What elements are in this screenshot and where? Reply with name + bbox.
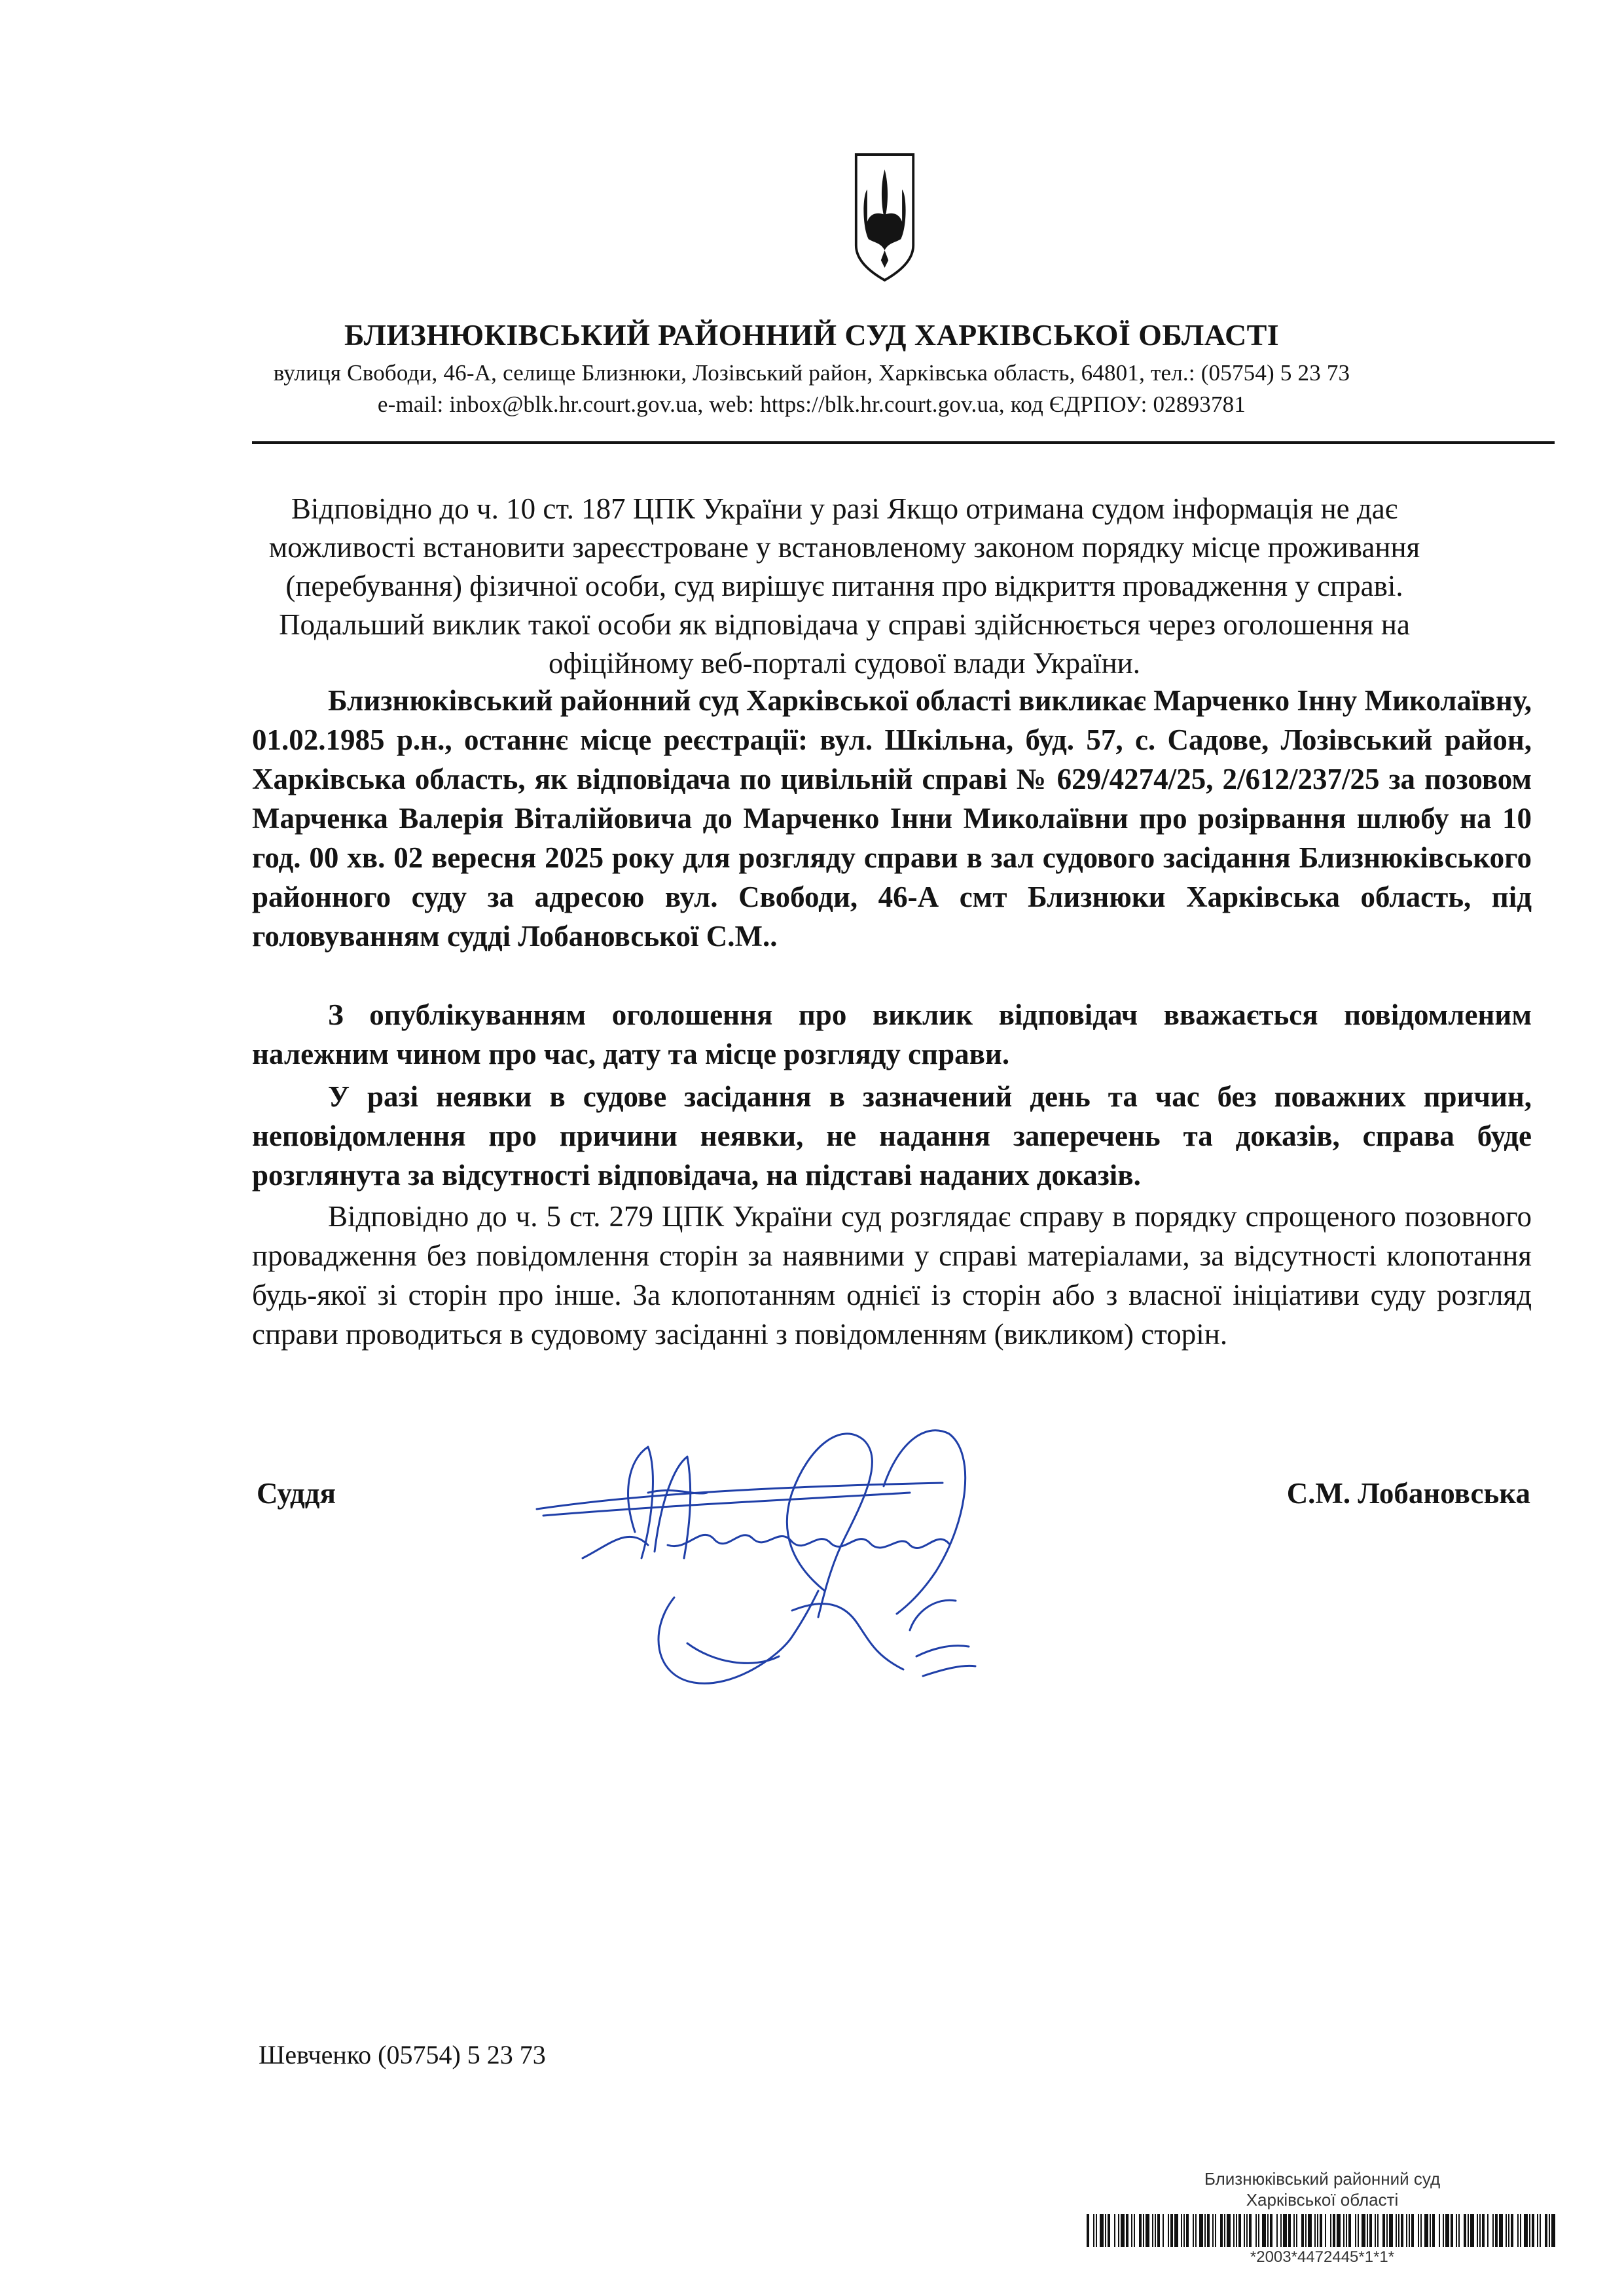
barcode-bar — [1170, 2214, 1173, 2247]
barcode-bar — [1126, 2214, 1128, 2247]
barcode-bar — [1314, 2214, 1316, 2247]
barcode-bar — [1168, 2214, 1169, 2247]
barcode-bar — [1181, 2214, 1182, 2247]
intro-paragraph: Відповідно до ч. 10 ст. 187 ЦПК України у разі Якщо отримана судом інформація не дає можливості встановити зареєстроване у встановленому законом порядку місце проживання (перебування) фізичної особи, суд вирішує питання про відкриття провадження у справі. Подальший виклик такої особи як відповідача у справі здійснюється через оголошення на офіційному веб-порталі судової влади України. — [268, 492, 1420, 680]
barcode-bar — [1499, 2214, 1503, 2247]
barcode-bar — [1317, 2214, 1318, 2247]
barcode-bar — [1445, 2214, 1449, 2247]
barcode-bar — [1551, 2214, 1555, 2247]
barcode-bar — [1517, 2214, 1519, 2247]
barcode-bar — [1337, 2214, 1341, 2247]
barcode-bar — [1477, 2214, 1478, 2247]
barcode-bar — [1236, 2214, 1237, 2247]
barcode-bar — [1155, 2214, 1156, 2247]
barcode-bar — [1418, 2214, 1419, 2247]
barcode-bar — [1406, 2214, 1407, 2247]
barcode-bar — [1255, 2214, 1257, 2247]
barcode-bar — [1220, 2214, 1223, 2247]
barcode-bar — [1540, 2214, 1541, 2247]
barcode-bar — [1386, 2214, 1388, 2247]
barcode-bar — [1482, 2214, 1485, 2247]
barcode-bar — [1398, 2214, 1399, 2247]
barcode-bar — [1367, 2214, 1368, 2247]
court-contacts: e-mail: inbox@blk.hr.court.gov.ua, web: https://blk.hr.court.gov.ua, код ЄДРПОУ: 02893781 — [377, 392, 1246, 417]
barcode-bar — [1375, 2214, 1376, 2247]
barcode-bar — [1511, 2214, 1513, 2247]
executor-contact: Шевченко (05754) 5 23 73 — [259, 2040, 546, 2069]
barcode-bar — [1470, 2214, 1474, 2247]
coat-of-arms-trident-icon — [854, 152, 916, 283]
barcode-bar — [1131, 2214, 1132, 2247]
barcode-bar — [1293, 2214, 1295, 2247]
barcode-bar — [1157, 2214, 1160, 2247]
barcode-bar — [1139, 2214, 1142, 2247]
barcode-bar — [1193, 2214, 1194, 2247]
barcode-bar — [1506, 2214, 1507, 2247]
barcode-bar — [1204, 2214, 1206, 2247]
barcode-bar — [1096, 2214, 1097, 2247]
barcode-bar — [1246, 2214, 1248, 2247]
barcode-text: *2003*4472445*1*1* — [1250, 2248, 1395, 2266]
barcode-bar — [1411, 2214, 1414, 2247]
barcode-bar — [1108, 2214, 1110, 2247]
barcode-bar — [1143, 2214, 1144, 2247]
barcode-bar — [1524, 2214, 1528, 2247]
barcode-bar — [1343, 2214, 1344, 2247]
barcode-bar — [1396, 2214, 1397, 2247]
barcode-bar — [1163, 2214, 1164, 2247]
barcode-bar — [1325, 2214, 1326, 2247]
barcode-bar — [1174, 2214, 1178, 2247]
barcode-bar — [1487, 2214, 1489, 2247]
court-address: вулиця Свободи, 46-А, селище Близнюки, Лозівський район, Харківська область, 64801, тел.: (05754) 5 23 73 — [273, 360, 1350, 386]
barcode-bar — [1121, 2214, 1125, 2247]
summons-paragraph: Близнюківський районний суд Харківської області викликає Марченко Інну Миколаївну, 01.02.1985 р.н., останнє місце реєстрації: вул. Шкільна, буд. 57, с. Садове, Лозівський район, Харківська область, як відповідача по цивільній справі № 629/4274/25, 2/612/237/25 за позовом Марченка Валерія Віталійовича до Марченко Інни Миколаївни про розірвання шлюбу на 10 год. 00 хв. 02 вересня 2025 року для розгляду справи в зал судового засідання Близнюківського районного суду за адресою вул. Свободи, 46-А смт Близнюки Харківська область, під головуванням судді Лобановської С.М.. — [252, 684, 1532, 953]
barcode-bar — [1283, 2214, 1287, 2247]
barcode-bar — [1270, 2214, 1272, 2247]
notice-paragraph: З опублікуванням оголошення про виклик відповідач вважається повідомленим належним чином про час, дату та місце розгляду справи. — [252, 998, 1532, 1070]
barcode-bar — [1093, 2214, 1094, 2247]
barcode-bar — [1258, 2214, 1259, 2247]
barcode-bar — [1333, 2214, 1335, 2247]
barcode-bar — [1355, 2214, 1356, 2247]
barcode-bar — [1409, 2214, 1410, 2247]
barcode-bar — [1195, 2214, 1197, 2247]
barcode-bar — [1280, 2214, 1282, 2247]
barcode-bar — [1152, 2214, 1153, 2247]
judge-name: С.М. Лобановська — [1286, 1477, 1530, 1510]
barcode-bar — [1458, 2214, 1460, 2247]
barcode-bar — [1146, 2214, 1149, 2247]
header-divider — [252, 441, 1555, 444]
barcode-bar — [1443, 2214, 1444, 2247]
barcode-bar — [1432, 2214, 1435, 2247]
barcode-bar — [1305, 2214, 1307, 2247]
barcode-bar — [1134, 2214, 1135, 2247]
barcode-bar — [1262, 2214, 1266, 2247]
barcode-bar — [1114, 2214, 1115, 2247]
barcode-bar — [1348, 2214, 1351, 2247]
barcode-bar — [1520, 2214, 1521, 2247]
barcode-bar — [1212, 2214, 1214, 2247]
barcode-bar — [1492, 2214, 1494, 2247]
barcode-bar — [1207, 2214, 1210, 2247]
barcode-bar — [1199, 2214, 1203, 2247]
barcode-bar — [1118, 2214, 1119, 2247]
barcode-bar — [1296, 2214, 1297, 2247]
barcode-bar — [1362, 2214, 1365, 2247]
stamp-region-line: Харківської області — [1246, 2190, 1399, 2210]
barcode-bar — [1424, 2214, 1428, 2247]
court-name-heading: БЛИЗНЮКІВСЬКИЙ РАЙОННИЙ СУД ХАРКІВСЬКОЇ ОБЛАСТІ — [344, 318, 1279, 352]
barcode-bar — [1389, 2214, 1393, 2247]
barcode-bar — [1346, 2214, 1347, 2247]
barcode-bar — [1238, 2214, 1241, 2247]
simplified-procedure-paragraph: Відповідно до ч. 5 ст. 279 ЦПК України суд розглядає справу в порядку спрощеного позовного провадження без повідомлення сторін за наявними у справі матеріалами, за відсутності клопотання будь-якої зі сторін про інше. За клопотанням однієї із сторін або з власної ініціативи суду розгляд справи проводиться в судовому засіданні з повідомленням (викликом) сторін. — [252, 1200, 1532, 1351]
barcode-bar — [1537, 2214, 1538, 2247]
barcode-bar — [1529, 2214, 1530, 2247]
barcode-bar — [1549, 2214, 1550, 2247]
barcode-bar — [1267, 2214, 1269, 2247]
barcode-bar — [1430, 2214, 1431, 2247]
barcode-bar — [1330, 2214, 1331, 2247]
barcode-bar — [1224, 2214, 1225, 2247]
barcode-bar — [1320, 2214, 1322, 2247]
barcode-icon — [1087, 2214, 1558, 2247]
barcode-bar — [1244, 2214, 1245, 2247]
barcode-bar — [1233, 2214, 1235, 2247]
barcode-bar — [1087, 2214, 1089, 2247]
barcode-bar — [1545, 2214, 1547, 2247]
warning-paragraph: У разі неявки в судове засідання в зазначений день та час без поважних причин, неповідомлення про причини неявки, не надання заперечень та доказів, справа буде розглянута за відсутності відповідача, на підставі наданих доказів. — [252, 1080, 1532, 1192]
barcode-bar — [1508, 2214, 1509, 2247]
barcode-bar — [1301, 2214, 1304, 2247]
barcode-bar — [1382, 2214, 1385, 2247]
barcode-bar — [1456, 2214, 1457, 2247]
barcode-bar — [1227, 2214, 1231, 2247]
barcode-bar — [1495, 2214, 1498, 2247]
barcode-bar — [1276, 2214, 1278, 2247]
barcode-bar — [1183, 2214, 1185, 2247]
barcode-bar — [1479, 2214, 1481, 2247]
barcode-bar — [1439, 2214, 1440, 2247]
barcode-bar — [1420, 2214, 1422, 2247]
barcode-bar — [1377, 2214, 1379, 2247]
barcode-bar — [1369, 2214, 1372, 2247]
barcode-bar — [1532, 2214, 1534, 2247]
barcode-bar — [1464, 2214, 1466, 2247]
barcode-bar — [1401, 2214, 1403, 2247]
barcode-bar — [1451, 2214, 1453, 2247]
registration-stamp — [1083, 2168, 1561, 2267]
barcode-bar — [1100, 2214, 1104, 2247]
barcode-bar — [1249, 2214, 1252, 2247]
barcode-bar — [1215, 2214, 1216, 2247]
handwritten-signature-icon — [517, 1394, 1139, 1709]
barcode-bar — [1308, 2214, 1312, 2247]
judge-role-label: Суддя — [257, 1477, 336, 1510]
barcode-bar — [1358, 2214, 1359, 2247]
stamp-court-line: Близнюківський районний суд — [1204, 2169, 1441, 2189]
barcode-bar — [1186, 2214, 1189, 2247]
barcode-bar — [1468, 2214, 1469, 2247]
barcode-bar — [1288, 2214, 1291, 2247]
barcode-bar — [1105, 2214, 1106, 2247]
